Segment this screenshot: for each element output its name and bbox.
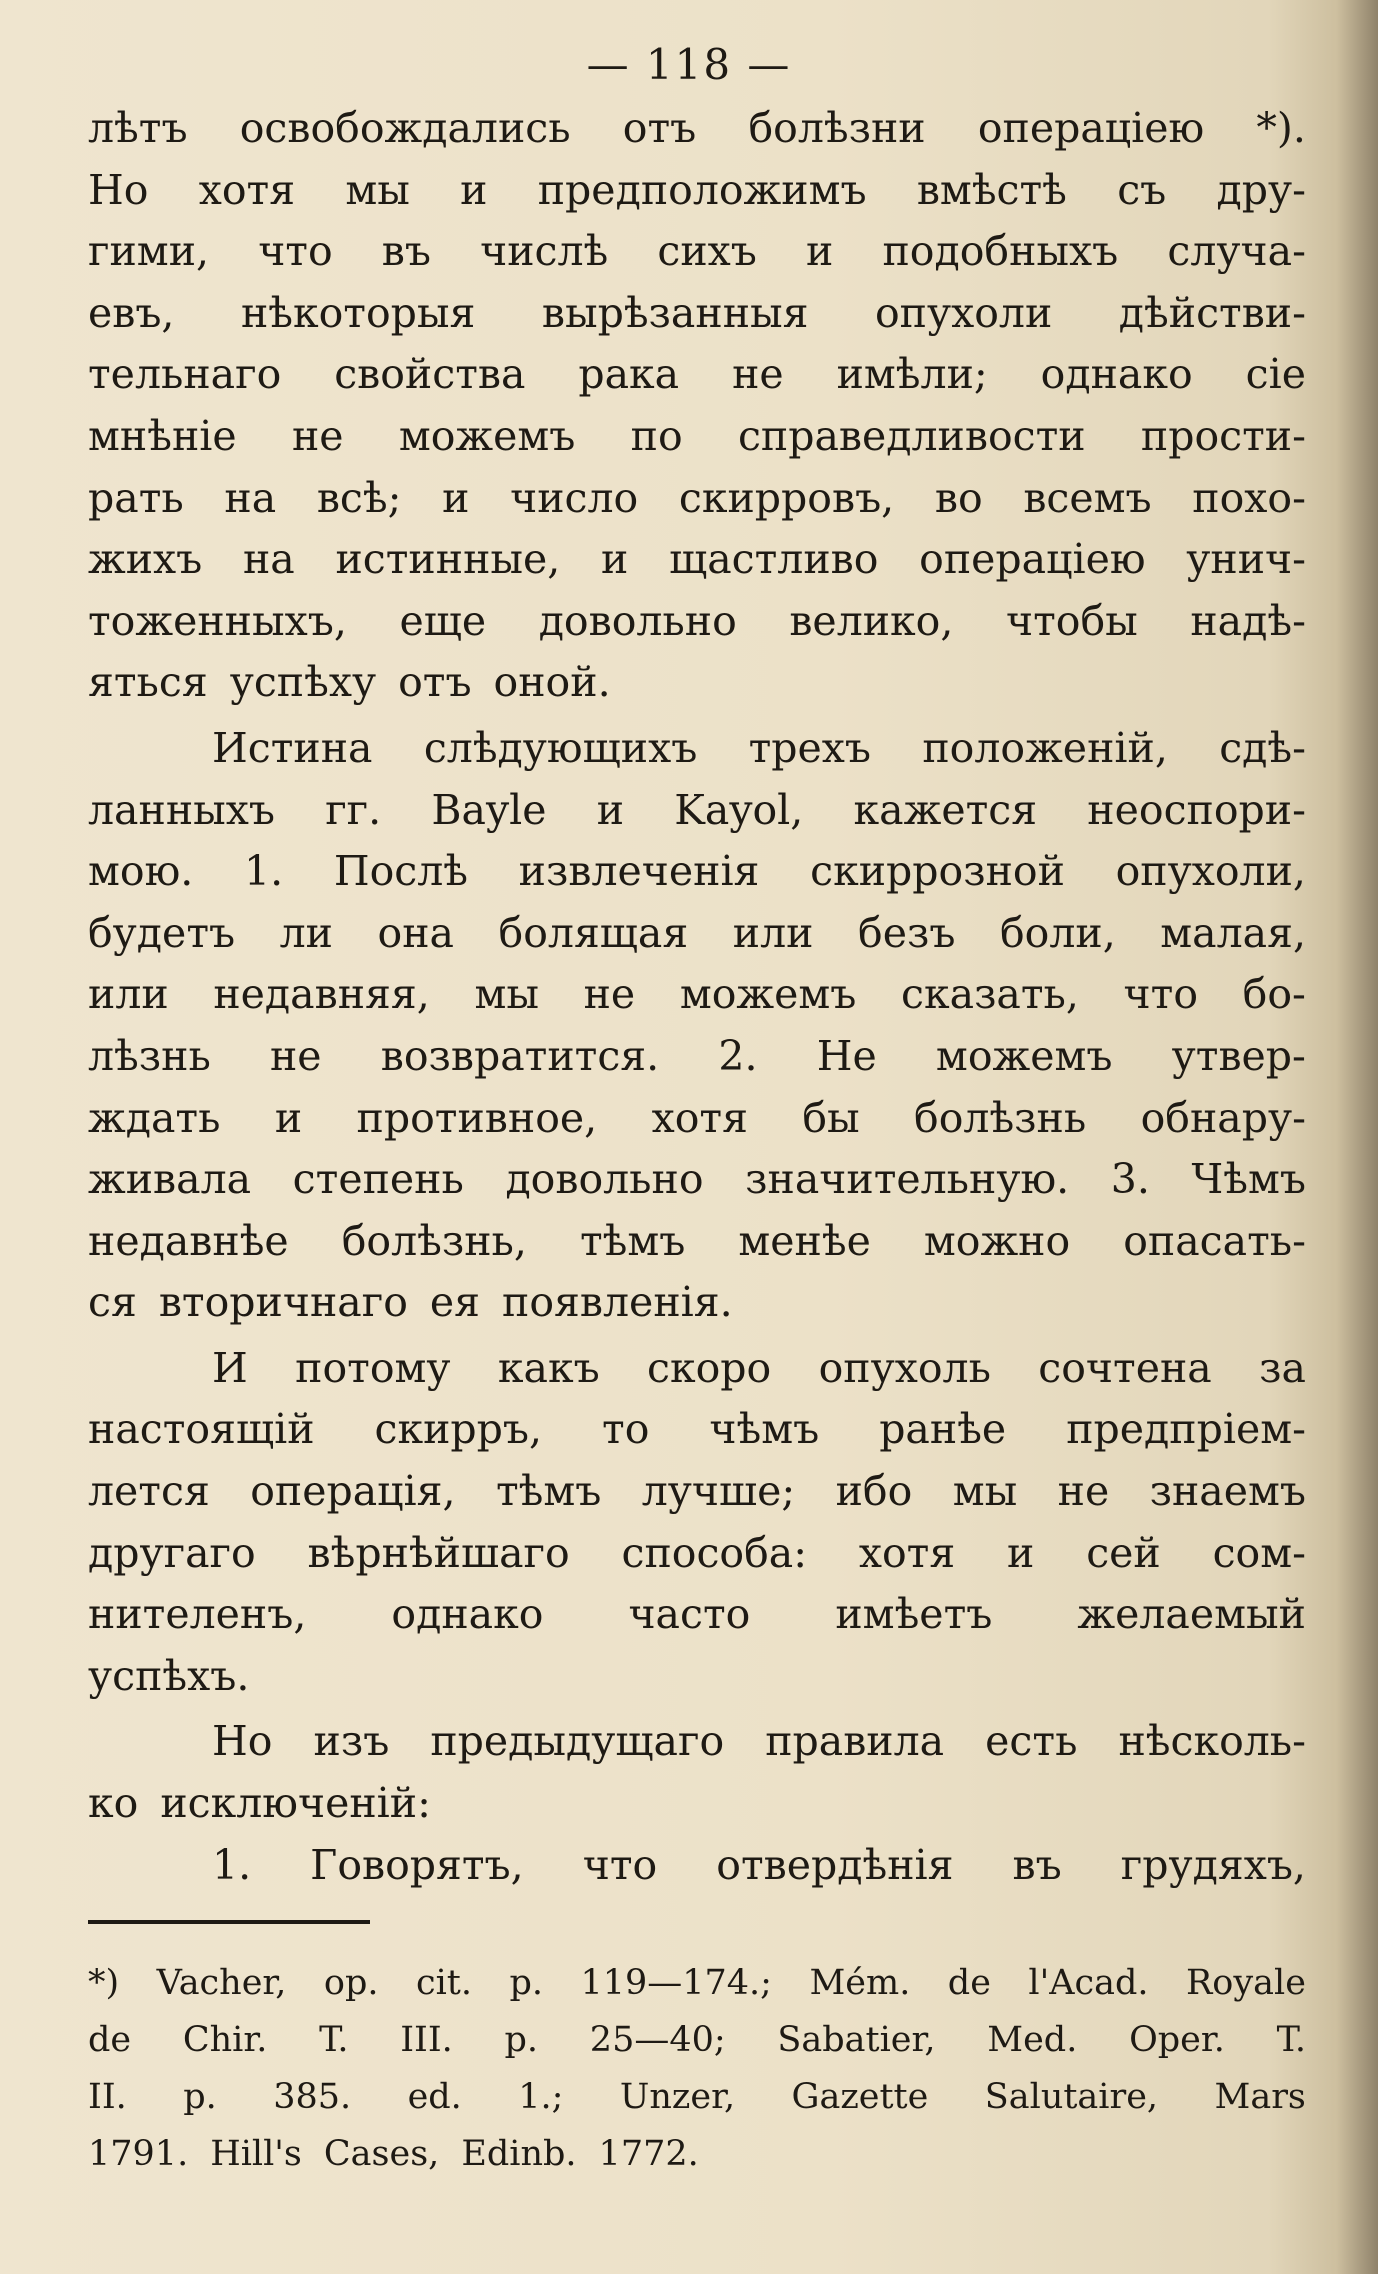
paragraph-4 [88,1711,1306,1834]
text-line: гими, что въ числѣ сихъ и подобныхъ случа- [88,227,1306,276]
text-line: будетъ ли она болящая или безъ боли, малая, [88,908,1306,957]
text-line: мнѣніе не можемъ по справедливости прости- [88,411,1306,460]
page-number: — 118 — [586,40,792,89]
paragraph-3 [88,1338,1306,1708]
text-line: Истина слѣдующихъ трехъ положеній, сдѣ- [212,723,1306,772]
text-line: рать на всѣ; и число скирровъ, во всемъ похо- [88,473,1306,522]
text-line: или недавняя, мы не можемъ сказать, что бо- [88,970,1306,1019]
text-line: тельнаго свойства рака не имѣли; однако сіе [88,350,1306,399]
text-line: ланныхъ гг. Bayle и Kayol, кажется неоспори- [88,785,1306,834]
text-line: лѣзнь не возвратится. 2. Не можемъ утвер- [88,1031,1306,1080]
footnote [88,1955,1306,2183]
footnote-line: de Chir. T. III. p. 25—40; Sabatier, Med. Oper. T. [88,2020,1306,2060]
text-line: евъ, нѣкоторыя вырѣзанныя опухоли дѣйстви- [88,288,1306,337]
text-line: ко исключеній: [88,1779,431,1828]
paragraph-1 [88,98,1306,714]
text-line: нителенъ, однако часто имѣетъ желаемый [88,1590,1306,1639]
text-line: жихъ на истинные, и щастливо операціею унич- [88,535,1306,584]
footnote-line: *) Vacher, op. cit. p. 119—174.; Mém. de l'Acad. Royale [88,1963,1306,2003]
text-line: лѣтъ освобождались отъ болѣзни операціею *). [88,104,1306,152]
paragraph-2 [88,718,1306,1334]
footnote-line: II. p. 385. ed. 1.; Unzer, Gazette Salutaire, Mars [88,2077,1306,2117]
footnote-rule [88,1920,370,1924]
text-line: тоженныхъ, еще довольно велико, чтобы надѣ- [88,596,1306,645]
text-line: И потому какъ скоро опухоль сочтена за [212,1343,1306,1392]
text-line: яться успѣху отъ оной. [88,658,611,707]
text-line: успѣхъ. [88,1651,250,1700]
text-line: Но изъ предыдущаго правила есть нѣсколь- [212,1717,1306,1766]
text-line: Но хотя мы и предположимъ вмѣстѣ съ дру- [88,165,1306,214]
text-line: недавнѣе болѣзнь, тѣмъ менѣе можно опасать- [88,1216,1306,1265]
text-line: настоящій скирръ, то чѣмъ ранѣе предпріем- [88,1405,1306,1454]
text-line: другаго вѣрнѣйшаго способа: хотя и сей сом- [88,1528,1306,1577]
footnote-line: 1791. Hill's Cases, Edinb. 1772. [88,2134,699,2174]
text-line: 1. Говорятъ, что отвердѣнія въ грудяхъ, [212,1840,1306,1889]
body-text [88,98,1306,1896]
text-line: живала степень довольно значительную. 3. Чѣмъ [88,1155,1306,1204]
text-line: ждать и противное, хотя бы болѣзнь обнару- [88,1093,1306,1142]
text-line: лется операція, тѣмъ лучше; ибо мы не знаемъ [88,1467,1306,1516]
paragraph-5 [88,1835,1306,1897]
text-line: ся вторичнаго ея появленія. [88,1278,733,1327]
text-line: мою. 1. Послѣ извлеченія скиррозной опухоли, [88,847,1306,896]
